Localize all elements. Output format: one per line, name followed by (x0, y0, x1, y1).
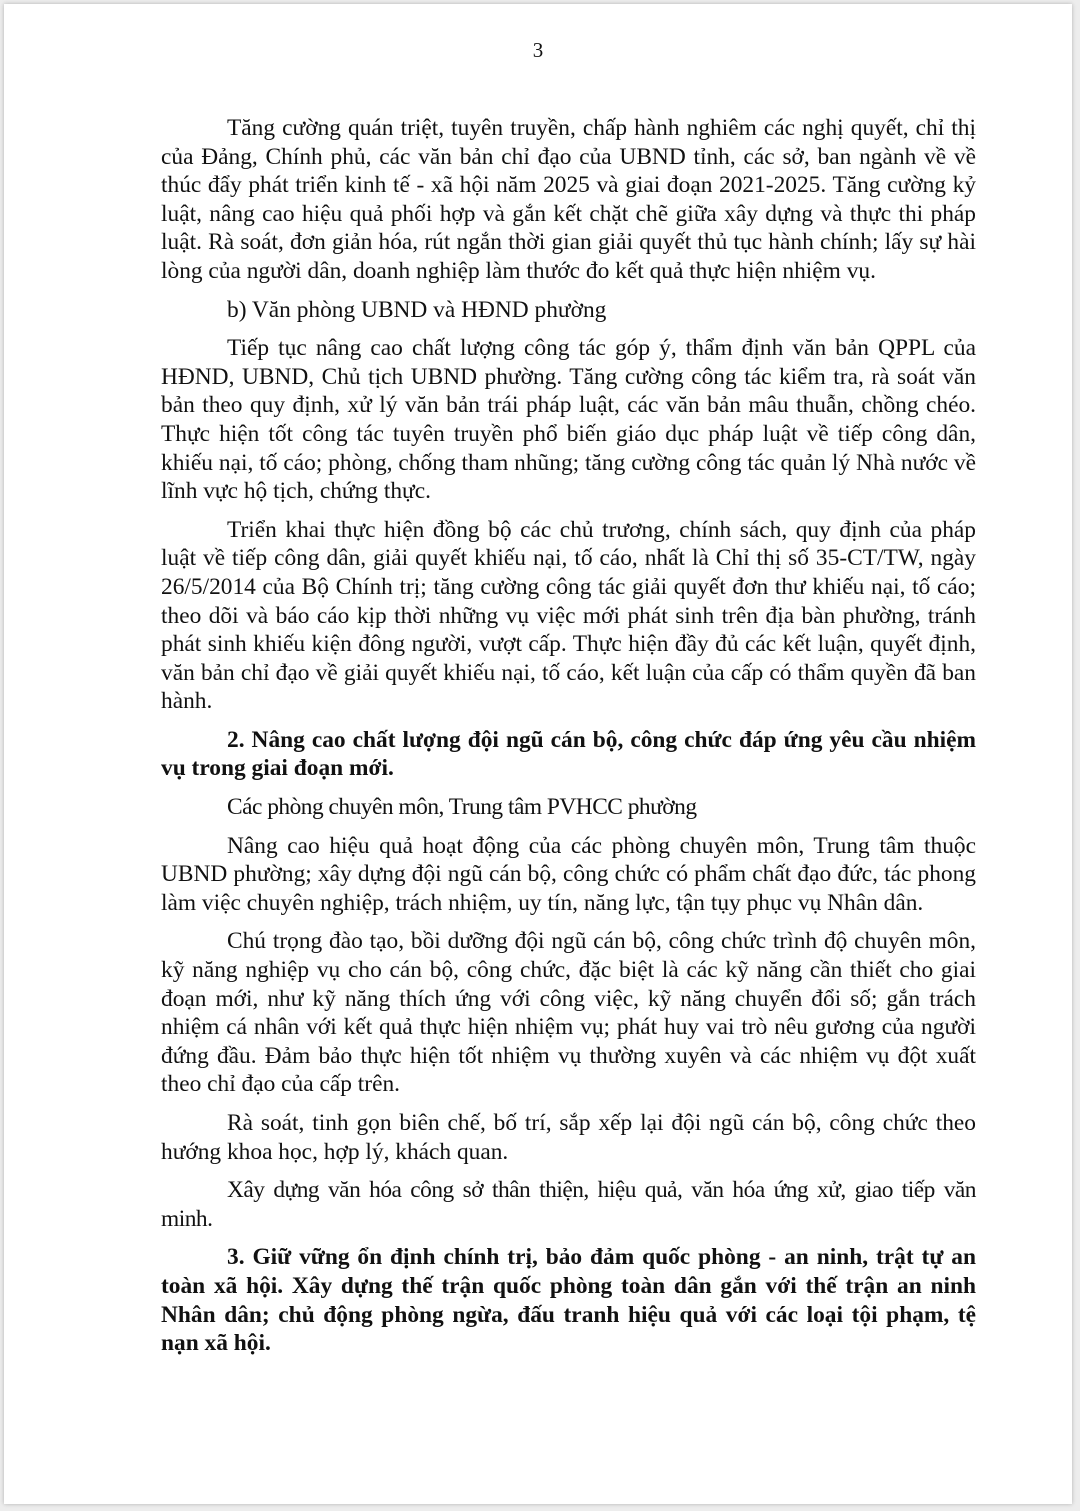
paragraph-5: Chú trọng đào tạo, bồi dưỡng đội ngũ cán bộ, công chức trình độ chuyên môn, kỹ năng nghiệp vụ cho cán bộ, công chức, đặc biệt là các kỹ năng cần thiết cho giai đoạn mới, như kỹ năng thích ứng với công việc, kỹ năng chuyển đổi số; gắn trách nhiệm cá nhân với kết quả thực hiện nhiệm vụ; phát huy vai trò nêu gương của người đứng đầu. Đảm bảo thực hiện tốt nhiệm vụ thường xuyên và các nhiệm vụ đột xuất theo chỉ đạo của cấp trên. (161, 928, 976, 1098)
section-heading-b: b) Văn phòng UBND và HĐND phường (227, 296, 607, 323)
paragraph-4: Nâng cao hiệu quả hoạt động của các phòng chuyên môn, Trung tâm thuộc UBND phường; xây dựng đội ngũ cán bộ, công chức có phẩm chất đạo đức, tác phong làm việc chuyên nghiệp, trách nhiệm, uy tín, năng lực, tận tụy phục vụ Nhân dân. (161, 832, 976, 916)
document-body (161, 114, 976, 1358)
subheading-departments: Các phòng chuyên môn, Trung tâm PVHCC phường (227, 794, 697, 821)
paragraph-3: Triển khai thực hiện đồng bộ các chủ trương, chính sách, quy định của pháp luật về tiếp công dân, giải quyết khiếu nại, tố cáo, nhất là Chỉ thị số 35-CT/TW, ngày 26/5/2014 của Bộ Chính trị; tăng cường công tác giải quyết đơn thư khiếu nại, tố cáo; theo dõi và báo cáo kịp thời những vụ việc mới phát sinh trên địa bàn phường, tránh phát sinh khiếu kiện đông người, vượt cấp. Thực hiện đầy đủ các kết luận, quyết định, văn bản chỉ đạo về giải quyết khiếu nại, tố cáo, kết luận của cấp có thẩm quyền đã ban hành. (161, 516, 976, 715)
paragraph-1: Tăng cường quán triệt, tuyên truyền, chấp hành nghiêm các nghị quyết, chỉ thị của Đảng, Chính phủ, các văn bản chỉ đạo của UBND tỉnh, các sở, ban ngành về về thúc đẩy phát triển kinh tế - xã hội năm 2025 và giai đoạn 2021-2025. Tăng cường kỷ luật, nâng cao hiệu quả phối hợp và gắn kết chặt chẽ giữa xây dựng và thực thi pháp luật. Rà soát, đơn giản hóa, rút ngắn thời gian giải quyết thủ tục hành chính; lấy sự hài lòng của người dân, doanh nghiệp làm thước đo kết quả thực hiện nhiệm vụ. (161, 115, 976, 284)
document-page (4, 4, 1072, 1504)
paragraph-6: Rà soát, tinh gọn biên chế, bố trí, sắp xếp lại đội ngũ cán bộ, công chức theo hướng khoa học, hợp lý, khách quan. (161, 1110, 976, 1165)
page-number: 3 (532, 38, 544, 62)
paragraph-2: Tiếp tục nâng cao chất lượng công tác góp ý, thẩm định văn bản QPPL của HĐND, UBND, Chủ tịch UBND phường. Tăng cường công tác kiểm tra, rà soát văn bản theo quy định, xử lý văn bản trái pháp luật, các văn bản mâu thuẫn, chồng chéo. Thực hiện tốt công tác tuyên truyền phổ biến giáo dục pháp luật về tiếp công dân, khiếu nại, tố cáo; phòng, chống tham nhũng; tăng cường công tác quản lý Nhà nước về lĩnh vực hộ tịch, chứng thực. (161, 335, 976, 505)
paragraph-7: Xây dựng văn hóa công sở thân thiện, hiệu quả, văn hóa ứng xử, giao tiếp văn minh. (161, 1177, 976, 1232)
section-heading-3: 3. Giữ vững ổn định chính trị, bảo đảm quốc phòng - an ninh, trật tự an toàn xã hội. Xây dựng thế trận quốc phòng toàn dân gắn với thế trận an ninh Nhân dân; chủ động phòng ngừa, đấu tranh hiệu quả với các loại tội phạm, tệ nạn xã hội. (161, 1244, 976, 1357)
section-heading-2: 2. Nâng cao chất lượng đội ngũ cán bộ, công chức đáp ứng yêu cầu nhiệm vụ trong giai đoạn mới. (161, 726, 976, 782)
